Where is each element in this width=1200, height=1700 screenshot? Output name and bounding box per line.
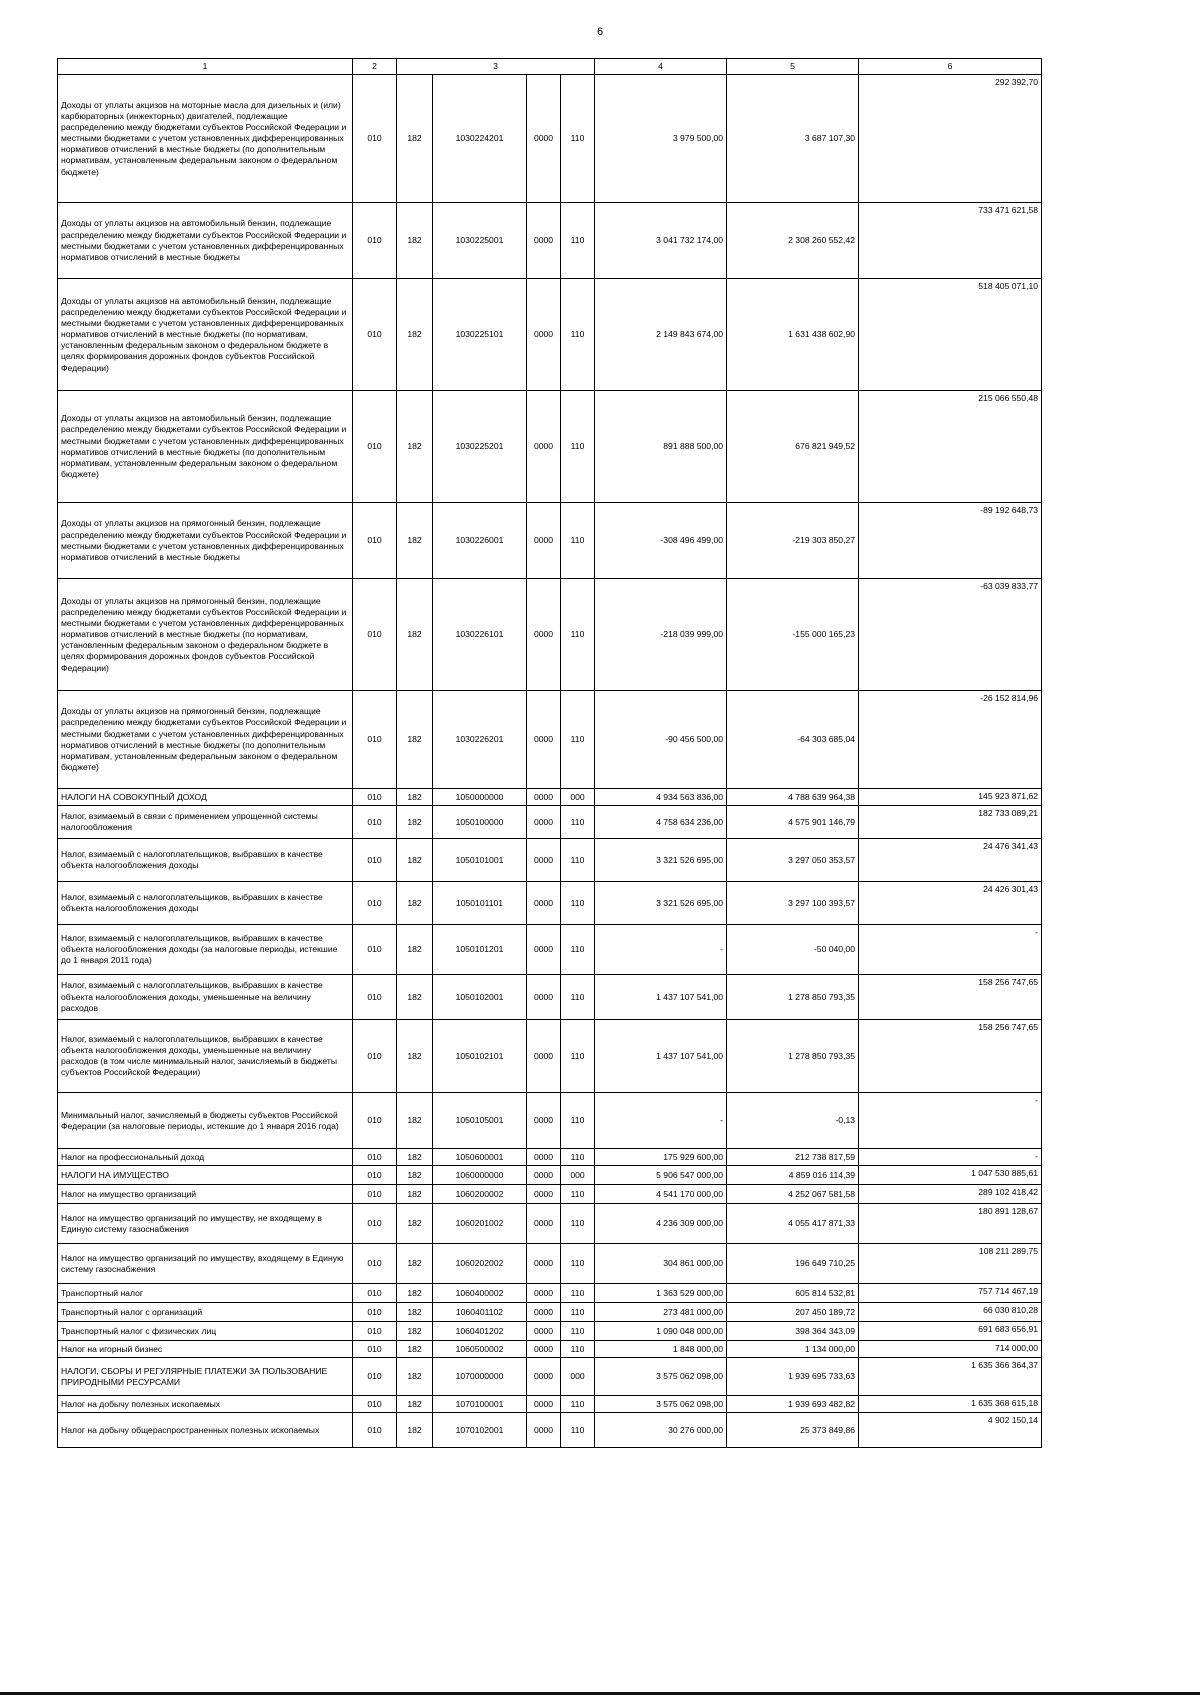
row-col3-code-cell: 1060500002	[433, 1341, 527, 1358]
row-col3-sub-cell: 0000	[527, 279, 561, 391]
row-col6-cell: 158 256 747,65	[859, 1020, 1042, 1093]
row-col2-cell: 010	[353, 789, 397, 806]
table-row	[58, 503, 1042, 579]
row-col6-cell: 215 066 550,48	[859, 391, 1042, 503]
row-col4-cell: -308 496 499,00	[595, 503, 727, 579]
row-col6-cell: 145 923 871,62	[859, 789, 1042, 806]
row-col3-admin-cell: 182	[397, 1185, 433, 1204]
row-col3-code-cell: 1060401102	[433, 1303, 527, 1322]
row-col5-cell: 3 297 100 393,57	[727, 882, 859, 925]
row-name-cell: Доходы от уплаты акцизов на автомобильный бензин, подлежащие распределению между бюджетами субъектов Российской Федерации и местными бюджетами с учетом установленных дифференцированных нормативов отчислений в местные бюджеты (по дополнительным нормативам, установленным федеральным законом о федеральном бюджете)	[58, 391, 353, 503]
row-col3-admin-cell: 182	[397, 1341, 433, 1358]
row-col6-cell: 182 733 089,21	[859, 806, 1042, 839]
report-body	[58, 75, 1042, 1448]
row-col3-code-cell: 1030224201	[433, 75, 527, 203]
row-col3-admin-cell: 182	[397, 839, 433, 882]
row-col5-cell: 4 788 639 964,38	[727, 789, 859, 806]
row-col6-cell: -	[859, 1149, 1042, 1166]
revenue-report-table	[57, 58, 1042, 1448]
table-row	[58, 75, 1042, 203]
row-col3-code-cell: 1060201002	[433, 1204, 527, 1244]
row-col5-cell: 4 055 417 871,33	[727, 1204, 859, 1244]
row-col4-cell: 1 437 107 541,00	[595, 975, 727, 1020]
row-name-cell: НАЛОГИ НА СОВОКУПНЫЙ ДОХОД	[58, 789, 353, 806]
row-col3-code-cell: 1070000000	[433, 1358, 527, 1396]
row-col3-sub-cell: 0000	[527, 203, 561, 279]
row-name-cell: Налог на профессиональный доход	[58, 1149, 353, 1166]
row-col3-admin-cell: 182	[397, 1322, 433, 1341]
row-col2-cell: 010	[353, 1166, 397, 1185]
table-row	[58, 1341, 1042, 1358]
row-col3-sub-cell: 0000	[527, 882, 561, 925]
row-name-cell: Доходы от уплаты акцизов на прямогонный бензин, подлежащие распределению между бюджетами субъектов Российской Федерации и местными бюджетами с учетом установленных дифференцированных нормативов отчислений в местные бюджеты (по дополнительным нормативам, установленным федеральным законом о федеральном бюджете)	[58, 691, 353, 789]
table-row	[58, 1166, 1042, 1185]
table-row	[58, 1185, 1042, 1204]
row-col3-kind-cell: 110	[561, 1322, 595, 1341]
row-col6-cell: 24 426 301,43	[859, 882, 1042, 925]
row-col6-cell: 714 000,00	[859, 1341, 1042, 1358]
row-col6-cell: 1 047 530 885,61	[859, 1166, 1042, 1185]
row-col3-admin-cell: 182	[397, 579, 433, 691]
row-col6-cell: 4 902 150,14	[859, 1413, 1042, 1448]
table-row	[58, 1322, 1042, 1341]
row-col3-code-cell: 1030225201	[433, 391, 527, 503]
row-col3-kind-cell: 110	[561, 1244, 595, 1284]
row-col3-sub-cell: 0000	[527, 925, 561, 975]
table-row	[58, 391, 1042, 503]
row-col3-kind-cell: 110	[561, 75, 595, 203]
row-col3-code-cell: 1070102001	[433, 1413, 527, 1448]
row-col3-code-cell: 1050101101	[433, 882, 527, 925]
row-col3-sub-cell: 0000	[527, 975, 561, 1020]
column-header-6: 6	[859, 59, 1042, 75]
row-col3-code-cell: 1050000000	[433, 789, 527, 806]
row-col3-admin-cell: 182	[397, 1149, 433, 1166]
row-col3-admin-cell: 182	[397, 1204, 433, 1244]
row-col3-kind-cell: 110	[561, 579, 595, 691]
row-col4-cell: 30 276 000,00	[595, 1413, 727, 1448]
row-col3-code-cell: 1050102101	[433, 1020, 527, 1093]
row-col3-kind-cell: 110	[561, 882, 595, 925]
row-col4-cell: -90 456 500,00	[595, 691, 727, 789]
row-col2-cell: 010	[353, 1093, 397, 1149]
row-col5-cell: 2 308 260 552,42	[727, 203, 859, 279]
row-col3-kind-cell: 110	[561, 203, 595, 279]
column-header-2: 2	[353, 59, 397, 75]
row-col4-cell: 273 481 000,00	[595, 1303, 727, 1322]
row-col3-admin-cell: 182	[397, 75, 433, 203]
row-col3-sub-cell: 0000	[527, 1303, 561, 1322]
row-col3-admin-cell: 182	[397, 391, 433, 503]
row-name-cell: Транспортный налог с организаций	[58, 1303, 353, 1322]
row-col5-cell: 25 373 849,86	[727, 1413, 859, 1448]
row-col3-kind-cell: 110	[561, 1396, 595, 1413]
row-col3-sub-cell: 0000	[527, 1358, 561, 1396]
row-col3-admin-cell: 182	[397, 975, 433, 1020]
row-col3-sub-cell: 0000	[527, 806, 561, 839]
row-col4-cell: 4 758 634 236,00	[595, 806, 727, 839]
row-col6-cell: -	[859, 1093, 1042, 1149]
row-col4-cell: 4 236 309 000,00	[595, 1204, 727, 1244]
row-col3-code-cell: 1050100000	[433, 806, 527, 839]
column-header-1: 1	[58, 59, 353, 75]
row-col2-cell: 010	[353, 579, 397, 691]
row-col3-sub-cell: 0000	[527, 1413, 561, 1448]
row-col3-kind-cell: 110	[561, 1284, 595, 1303]
table-row	[58, 789, 1042, 806]
row-col3-kind-cell: 110	[561, 691, 595, 789]
row-col3-sub-cell: 0000	[527, 1284, 561, 1303]
row-col2-cell: 010	[353, 1358, 397, 1396]
row-col6-cell: -26 152 814,96	[859, 691, 1042, 789]
row-col4-cell: 3 575 062 098,00	[595, 1396, 727, 1413]
row-col5-cell: 4 859 016 114,39	[727, 1166, 859, 1185]
row-name-cell: Налог, взимаемый с налогоплательщиков, выбравших в качестве объекта налогообложения доходы	[58, 839, 353, 882]
row-name-cell: Налог на игорный бизнес	[58, 1341, 353, 1358]
row-col5-cell: 1 939 695 733,63	[727, 1358, 859, 1396]
row-col5-cell: -155 000 165,23	[727, 579, 859, 691]
row-name-cell: Налог, взимаемый с налогоплательщиков, выбравших в качестве объекта налогообложения доходы (за налоговые периоды, истекшие до 1 января 2011 года)	[58, 925, 353, 975]
row-name-cell: Доходы от уплаты акцизов на автомобильный бензин, подлежащие распределению между бюджетами субъектов Российской Федерации и местными бюджетами с учетом установленных дифференцированных нормативов отчислений в местные бюджеты	[58, 203, 353, 279]
row-col5-cell: 398 364 343,09	[727, 1322, 859, 1341]
row-col6-cell: 24 476 341,43	[859, 839, 1042, 882]
column-number-header-row	[58, 59, 1042, 75]
row-col6-cell: 733 471 621,58	[859, 203, 1042, 279]
row-col3-code-cell: 1050600001	[433, 1149, 527, 1166]
row-col4-cell: 3 041 732 174,00	[595, 203, 727, 279]
row-col5-cell: 4 575 901 146,79	[727, 806, 859, 839]
row-name-cell: Транспортный налог с физических лиц	[58, 1322, 353, 1341]
row-name-cell: Доходы от уплаты акцизов на автомобильный бензин, подлежащие распределению между бюджетами субъектов Российской Федерации и местными бюджетами с учетом установленных дифференцированных нормативов отчислений в местные бюджеты (по нормативам, установленным федеральным законом о федеральном бюджете в целях формирования дорожных фондов субъектов Российской Федерации)	[58, 279, 353, 391]
row-col3-kind-cell: 000	[561, 789, 595, 806]
row-name-cell: Доходы от уплаты акцизов на прямогонный бензин, подлежащие распределению между бюджетами субъектов Российской Федерации и местными бюджетами с учетом установленных дифференцированных нормативов отчислений в местные бюджеты	[58, 503, 353, 579]
row-col3-admin-cell: 182	[397, 1303, 433, 1322]
row-col3-admin-cell: 182	[397, 1166, 433, 1185]
row-col3-code-cell: 1060401202	[433, 1322, 527, 1341]
row-col6-cell: 757 714 467,19	[859, 1284, 1042, 1303]
row-col3-admin-cell: 182	[397, 1093, 433, 1149]
table-row	[58, 882, 1042, 925]
table-row	[58, 975, 1042, 1020]
row-col3-sub-cell: 0000	[527, 75, 561, 203]
row-col2-cell: 010	[353, 975, 397, 1020]
row-col3-sub-cell: 0000	[527, 1149, 561, 1166]
row-col5-cell: 3 297 050 353,57	[727, 839, 859, 882]
row-col3-kind-cell: 110	[561, 1020, 595, 1093]
row-col5-cell: 1 939 693 482,82	[727, 1396, 859, 1413]
table-row	[58, 839, 1042, 882]
row-col6-cell: 691 683 656,91	[859, 1322, 1042, 1341]
column-header-3: 3	[397, 59, 595, 75]
row-col4-cell: 1 437 107 541,00	[595, 1020, 727, 1093]
row-col2-cell: 010	[353, 1413, 397, 1448]
row-col2-cell: 010	[353, 1244, 397, 1284]
row-col2-cell: 010	[353, 1204, 397, 1244]
row-col3-sub-cell: 0000	[527, 1322, 561, 1341]
row-col4-cell: 1 363 529 000,00	[595, 1284, 727, 1303]
table-row	[58, 1244, 1042, 1284]
table-row	[58, 1303, 1042, 1322]
row-col2-cell: 010	[353, 1396, 397, 1413]
table-row	[58, 1358, 1042, 1396]
row-col5-cell: 605 814 532,81	[727, 1284, 859, 1303]
row-col2-cell: 010	[353, 1284, 397, 1303]
row-col3-sub-cell: 0000	[527, 1341, 561, 1358]
row-col2-cell: 010	[353, 925, 397, 975]
row-col6-cell: -	[859, 925, 1042, 975]
table-row	[58, 1020, 1042, 1093]
row-col3-code-cell: 1030225001	[433, 203, 527, 279]
row-name-cell: Налог, взимаемый с налогоплательщиков, выбравших в качестве объекта налогообложения доходы	[58, 882, 353, 925]
row-col3-kind-cell: 110	[561, 1303, 595, 1322]
row-col3-kind-cell: 110	[561, 806, 595, 839]
row-col3-kind-cell: 110	[561, 503, 595, 579]
row-name-cell: Налог на имущество организаций по имуществу, входящему в Единую систему газоснабжения	[58, 1244, 353, 1284]
row-col5-cell: 1 278 850 793,35	[727, 1020, 859, 1093]
row-col5-cell: -50 040,00	[727, 925, 859, 975]
row-col4-cell: 4 934 563 836,00	[595, 789, 727, 806]
row-col3-sub-cell: 0000	[527, 789, 561, 806]
row-col3-code-cell: 1060202002	[433, 1244, 527, 1284]
row-col3-sub-cell: 0000	[527, 839, 561, 882]
row-col3-sub-cell: 0000	[527, 1396, 561, 1413]
row-name-cell: Доходы от уплаты акцизов на моторные масла для дизельных и (или) карбюраторных (инжекторных) двигателей, подлежащие распределению между бюджетами субъектов Российской Федерации и местными бюджетами с учетом установленных дифференцированных нормативов отчислений в местные бюджеты (по дополнительным нормативам, установленным федеральным законом о федеральном бюджете)	[58, 75, 353, 203]
row-col2-cell: 010	[353, 806, 397, 839]
row-col3-kind-cell: 110	[561, 1204, 595, 1244]
row-col3-kind-cell: 000	[561, 1166, 595, 1185]
row-name-cell: Налог, взимаемый с налогоплательщиков, выбравших в качестве объекта налогообложения доходы, уменьшенные на величину расходов	[58, 975, 353, 1020]
row-col6-cell: 158 256 747,65	[859, 975, 1042, 1020]
row-col4-cell: -	[595, 925, 727, 975]
row-col3-sub-cell: 0000	[527, 1020, 561, 1093]
column-header-5: 5	[727, 59, 859, 75]
row-col3-kind-cell: 110	[561, 1185, 595, 1204]
row-name-cell: Транспортный налог	[58, 1284, 353, 1303]
row-col3-sub-cell: 0000	[527, 579, 561, 691]
row-col3-admin-cell: 182	[397, 1284, 433, 1303]
row-col6-cell: 1 635 368 615,18	[859, 1396, 1042, 1413]
row-col4-cell: 2 149 843 674,00	[595, 279, 727, 391]
row-col3-sub-cell: 0000	[527, 1244, 561, 1284]
row-col5-cell: 212 738 817,59	[727, 1149, 859, 1166]
table-row	[58, 1093, 1042, 1149]
row-col2-cell: 010	[353, 882, 397, 925]
row-col3-kind-cell: 110	[561, 839, 595, 882]
row-col3-sub-cell: 0000	[527, 391, 561, 503]
row-col5-cell: 207 450 189,72	[727, 1303, 859, 1322]
row-col3-sub-cell: 0000	[527, 1093, 561, 1149]
row-col6-cell: -63 039 833,77	[859, 579, 1042, 691]
row-col3-kind-cell: 110	[561, 279, 595, 391]
row-col4-cell: 3 321 526 695,00	[595, 839, 727, 882]
row-col2-cell: 010	[353, 503, 397, 579]
row-col5-cell: 1 134 000,00	[727, 1341, 859, 1358]
row-col3-kind-cell: 110	[561, 1149, 595, 1166]
row-col2-cell: 010	[353, 1322, 397, 1341]
row-col2-cell: 010	[353, 1185, 397, 1204]
row-col5-cell: -0,13	[727, 1093, 859, 1149]
row-col3-kind-cell: 110	[561, 1413, 595, 1448]
row-col6-cell: 289 102 418,42	[859, 1185, 1042, 1204]
row-col5-cell: 196 649 710,25	[727, 1244, 859, 1284]
row-col4-cell: 1 848 000,00	[595, 1341, 727, 1358]
row-col3-code-cell: 1050105001	[433, 1093, 527, 1149]
row-col3-kind-cell: 110	[561, 391, 595, 503]
row-name-cell: Налог на добычу полезных ископаемых	[58, 1396, 353, 1413]
row-col5-cell: 4 252 067 581,58	[727, 1185, 859, 1204]
row-name-cell: НАЛОГИ НА ИМУЩЕСТВО	[58, 1166, 353, 1185]
row-col3-admin-cell: 182	[397, 691, 433, 789]
row-col3-code-cell: 1030225101	[433, 279, 527, 391]
row-col4-cell: 3 575 062 098,00	[595, 1358, 727, 1396]
row-name-cell: Налог, взимаемый с налогоплательщиков, выбравших в качестве объекта налогообложения доходы, уменьшенные на величину расходов (в том числе минимальный налог, зачисляемый в бюджеты субъектов Российской Федерации)	[58, 1020, 353, 1093]
row-col3-kind-cell: 000	[561, 1358, 595, 1396]
row-col2-cell: 010	[353, 1303, 397, 1322]
row-col3-admin-cell: 182	[397, 503, 433, 579]
row-col2-cell: 010	[353, 839, 397, 882]
row-name-cell: НАЛОГИ, СБОРЫ И РЕГУЛЯРНЫЕ ПЛАТЕЖИ ЗА ПОЛЬЗОВАНИЕ ПРИРОДНЫМИ РЕСУРСАМИ	[58, 1358, 353, 1396]
table-row	[58, 1149, 1042, 1166]
row-col3-kind-cell: 110	[561, 975, 595, 1020]
row-col4-cell: 304 861 000,00	[595, 1244, 727, 1284]
row-col4-cell: 175 929 600,00	[595, 1149, 727, 1166]
row-col3-code-cell: 1030226101	[433, 579, 527, 691]
table-row	[58, 691, 1042, 789]
table-row	[58, 579, 1042, 691]
row-col5-cell: -219 303 850,27	[727, 503, 859, 579]
row-col2-cell: 010	[353, 691, 397, 789]
row-col3-kind-cell: 110	[561, 925, 595, 975]
row-name-cell: Налог на имущество организаций по имуществу, не входящему в Единую систему газоснабжения	[58, 1204, 353, 1244]
row-col6-cell: 108 211 289,75	[859, 1244, 1042, 1284]
row-col3-admin-cell: 182	[397, 279, 433, 391]
row-col2-cell: 010	[353, 1020, 397, 1093]
scan-edge-line	[0, 1692, 1200, 1695]
row-col3-code-cell: 1050101001	[433, 839, 527, 882]
row-col5-cell: -64 303 685,04	[727, 691, 859, 789]
table-row	[58, 1396, 1042, 1413]
table-row	[58, 806, 1042, 839]
row-col2-cell: 010	[353, 279, 397, 391]
row-col3-code-cell: 1060400002	[433, 1284, 527, 1303]
row-col3-admin-cell: 182	[397, 1358, 433, 1396]
row-col3-code-cell: 1050102001	[433, 975, 527, 1020]
row-col3-admin-cell: 182	[397, 806, 433, 839]
row-col4-cell: 4 541 170 000,00	[595, 1185, 727, 1204]
row-col3-kind-cell: 110	[561, 1093, 595, 1149]
column-header-4: 4	[595, 59, 727, 75]
row-col5-cell: 676 821 949,52	[727, 391, 859, 503]
table-row	[58, 1204, 1042, 1244]
row-col5-cell: 3 687 107,30	[727, 75, 859, 203]
row-col6-cell: 292 392,70	[859, 75, 1042, 203]
row-col4-cell: 3 979 500,00	[595, 75, 727, 203]
row-col3-admin-cell: 182	[397, 1413, 433, 1448]
row-col2-cell: 010	[353, 75, 397, 203]
row-col6-cell: 180 891 128,67	[859, 1204, 1042, 1244]
row-col2-cell: 010	[353, 1149, 397, 1166]
table-row	[58, 1284, 1042, 1303]
row-col4-cell: -	[595, 1093, 727, 1149]
row-col4-cell: -218 039 999,00	[595, 579, 727, 691]
row-col6-cell: 518 405 071,10	[859, 279, 1042, 391]
row-col5-cell: 1 631 438 602,90	[727, 279, 859, 391]
row-col2-cell: 010	[353, 203, 397, 279]
row-col4-cell: 5 906 547 000,00	[595, 1166, 727, 1185]
row-col3-admin-cell: 182	[397, 882, 433, 925]
row-col3-admin-cell: 182	[397, 789, 433, 806]
row-col3-code-cell: 1030226001	[433, 503, 527, 579]
row-col4-cell: 891 888 500,00	[595, 391, 727, 503]
row-col3-admin-cell: 182	[397, 1020, 433, 1093]
row-name-cell: Доходы от уплаты акцизов на прямогонный бензин, подлежащие распределению между бюджетами субъектов Российской Федерации и местными бюджетами с учетом установленных дифференцированных нормативов отчислений в местные бюджеты (по нормативам, установленным федеральным законом о федеральном бюджете в целях формирования дорожных фондов субъектов Российской Федерации)	[58, 579, 353, 691]
row-col3-code-cell: 1050101201	[433, 925, 527, 975]
page-number: 6	[596, 26, 604, 38]
row-col3-code-cell: 1070100001	[433, 1396, 527, 1413]
row-col3-admin-cell: 182	[397, 1244, 433, 1284]
row-col3-code-cell: 1060000000	[433, 1166, 527, 1185]
row-col3-code-cell: 1060200002	[433, 1185, 527, 1204]
table-row	[58, 279, 1042, 391]
table-row	[58, 203, 1042, 279]
row-col4-cell: 1 090 048 000,00	[595, 1322, 727, 1341]
row-col3-admin-cell: 182	[397, 203, 433, 279]
row-col2-cell: 010	[353, 391, 397, 503]
row-col6-cell: 66 030 810,28	[859, 1303, 1042, 1322]
table-row	[58, 1413, 1042, 1448]
row-col5-cell: 1 278 850 793,35	[727, 975, 859, 1020]
row-col3-kind-cell: 110	[561, 1341, 595, 1358]
row-col3-admin-cell: 182	[397, 925, 433, 975]
row-col3-admin-cell: 182	[397, 1396, 433, 1413]
row-col3-code-cell: 1030226201	[433, 691, 527, 789]
row-name-cell: Налог на добычу общераспространенных полезных ископаемых	[58, 1413, 353, 1448]
row-name-cell: Минимальный налог, зачисляемый в бюджеты субъектов Российской Федерации (за налоговые периоды, истекшие до 1 января 2016 года)	[58, 1093, 353, 1149]
row-col2-cell: 010	[353, 1341, 397, 1358]
row-name-cell: Налог на имущество организаций	[58, 1185, 353, 1204]
row-col3-sub-cell: 0000	[527, 1204, 561, 1244]
row-col3-sub-cell: 0000	[527, 1166, 561, 1185]
row-name-cell: Налог, взимаемый в связи с применением упрощенной системы налогообложения	[58, 806, 353, 839]
row-col4-cell: 3 321 526 695,00	[595, 882, 727, 925]
row-col3-sub-cell: 0000	[527, 691, 561, 789]
row-col6-cell: 1 635 366 364,37	[859, 1358, 1042, 1396]
row-col3-sub-cell: 0000	[527, 503, 561, 579]
row-col6-cell: -89 192 648,73	[859, 503, 1042, 579]
row-col3-sub-cell: 0000	[527, 1185, 561, 1204]
table-row	[58, 925, 1042, 975]
